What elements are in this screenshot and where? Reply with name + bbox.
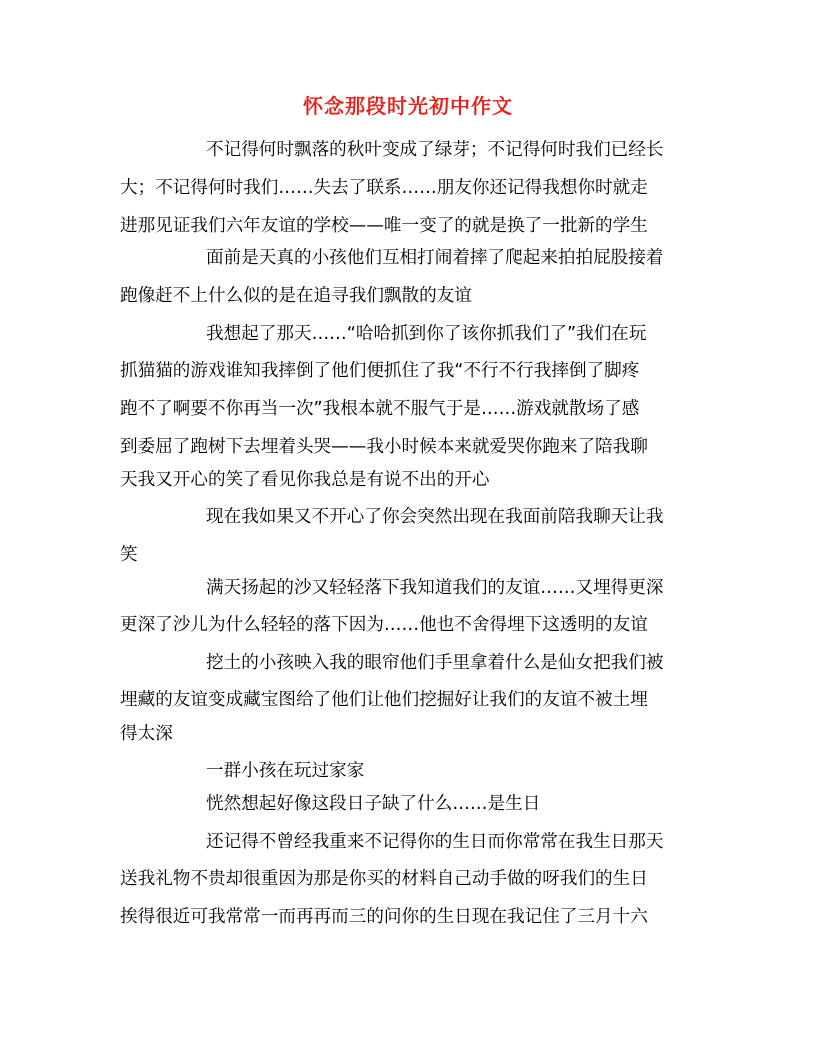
paragraph-line: 跑像赶不上什么似的是在追寻我们飘散的友谊 bbox=[120, 286, 472, 306]
paragraph-line: 恍然想起好像这段日子缺了什么……是生日 bbox=[206, 794, 541, 814]
paragraph-line: 送我礼物不贵却很重因为那是你买的材料自己动手做的呀我们的生日 bbox=[120, 869, 648, 889]
paragraph-line: 一群小孩在玩过家家 bbox=[206, 761, 365, 781]
paragraph-line: 笑 bbox=[120, 545, 138, 565]
paragraph-line: 天我又开心的笑了看见你我总是有说不出的开心 bbox=[120, 470, 490, 490]
paragraph-line: 不记得何时飘落的秋叶变成了绿芽；不记得何时我们已经长 bbox=[206, 140, 664, 160]
paragraph-line: 挨得很近可我常常一而再再而三的问你的生日现在我记住了三月十六 bbox=[120, 907, 648, 927]
paragraph-line: 更深了沙儿为什么轻轻的落下因为……他也不舍得埋下这透明的友谊 bbox=[120, 615, 648, 635]
document-title: 怀念那段时光初中作文 bbox=[303, 94, 513, 118]
paragraph-line: 到委屈了跑树下去埋着头哭——我小时候本来就爱哭你跑来了陪我聊 bbox=[120, 437, 648, 457]
paragraph-line: 现在我如果又不开心了你会突然出现在我面前陪我聊天让我 bbox=[206, 507, 664, 527]
paragraph-line: 得太深 bbox=[120, 724, 173, 744]
paragraph-line: 满天扬起的沙又轻轻落下我知道我们的友谊……又埋得更深 bbox=[206, 578, 664, 598]
paragraph-line: 还记得不曾经我重来不记得你的生日而你常常在我生日那天 bbox=[206, 832, 664, 852]
paragraph-line: 挖土的小孩映入我的眼帘他们手里拿着什么是仙女把我们被 bbox=[206, 653, 664, 673]
paragraph-line: 大；不记得何时我们……失去了联系……朋友你还记得我想你时就走 bbox=[120, 178, 648, 198]
paragraph-line: 我想起了那天……“哈哈抓到你了该你抓我们了”我们在玩 bbox=[206, 324, 647, 344]
paragraph-line: 跑不了啊要不你再当一次”我根本就不服气于是……游戏就散场了感 bbox=[120, 399, 640, 419]
paragraph-line: 埋藏的友谊变成藏宝图给了他们让他们挖掘好让我们的友谊不被土埋 bbox=[120, 690, 648, 710]
paragraph-line: 进那见证我们六年友谊的学校——唯一变了的就是换了一批新的学生 bbox=[120, 216, 648, 236]
paragraph-line: 抓猫猫的游戏谁知我摔倒了他们便抓住了我“不行不行我摔倒了脚疼 bbox=[120, 361, 640, 381]
paragraph-line: 面前是天真的小孩他们互相打闹着摔了爬起来拍拍屁股接着 bbox=[206, 248, 664, 268]
